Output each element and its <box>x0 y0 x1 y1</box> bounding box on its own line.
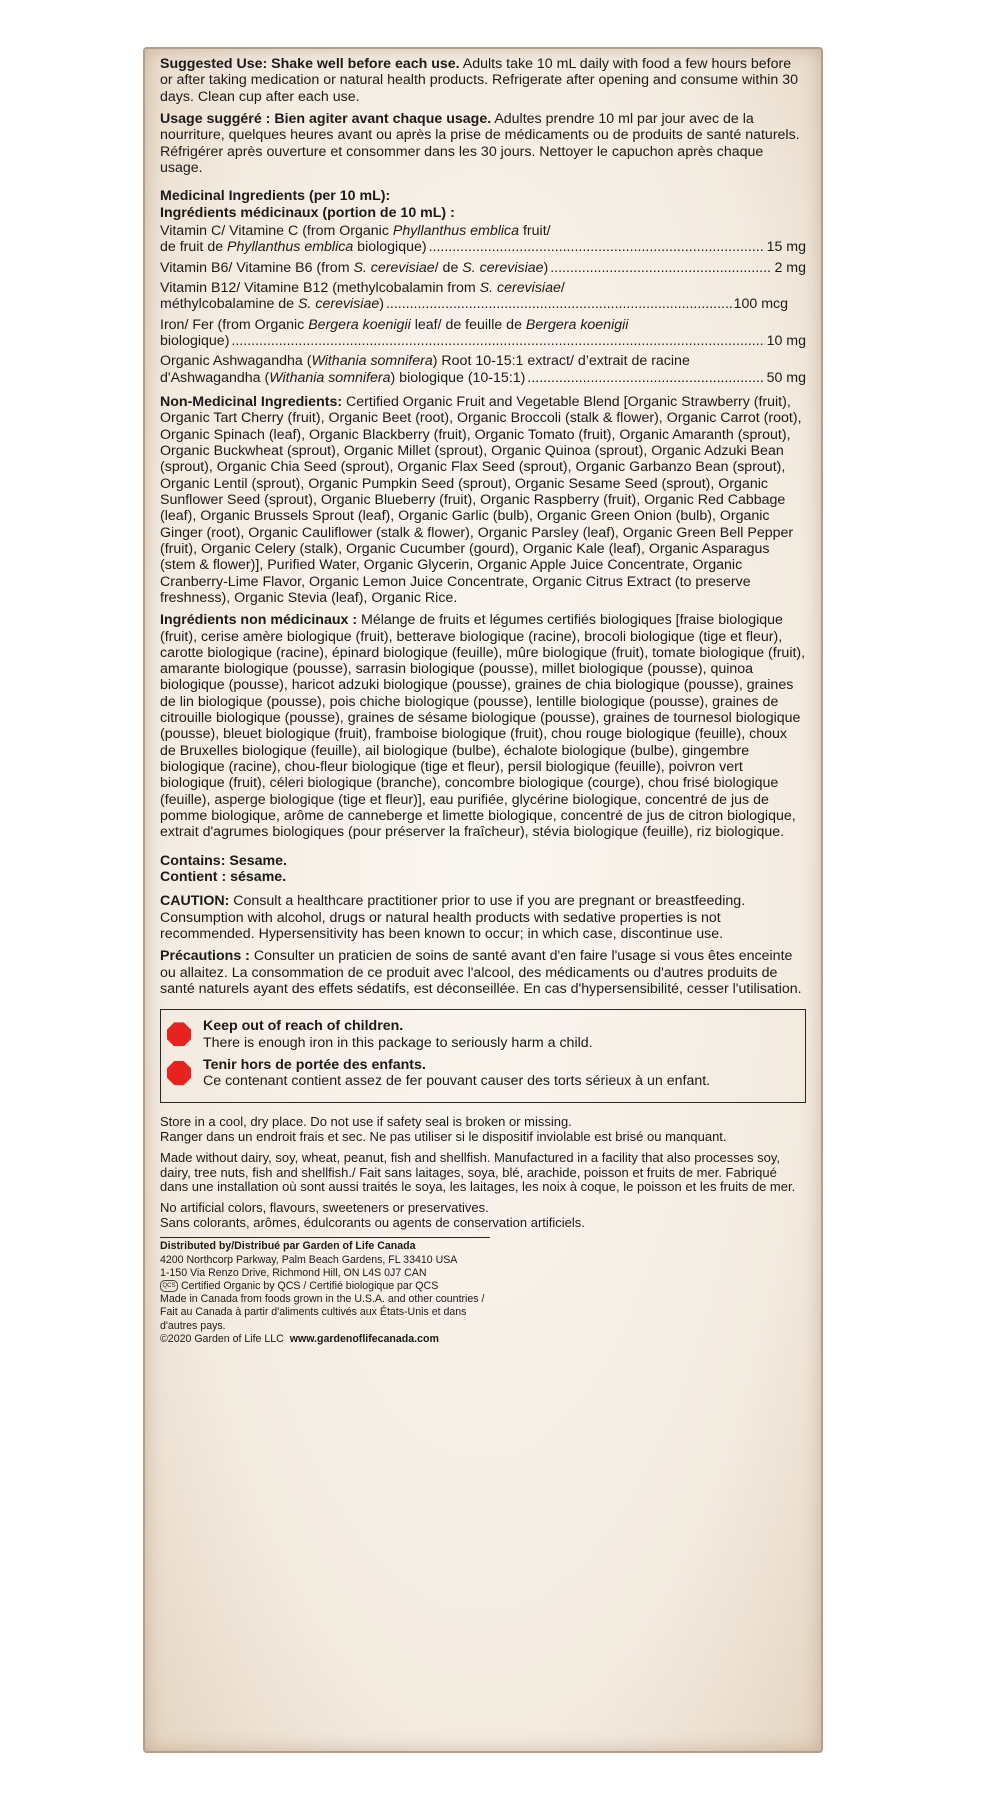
qcs-logo-icon: QCS <box>160 1280 178 1292</box>
storage-en: Store in a cool, dry place. Do not use if safety seal is broken or missing. <box>160 1113 572 1129</box>
amount-vitamin-b6: 2 mg <box>774 259 806 276</box>
suggested-use-title-fr: Usage suggéré : Bien agiter avant chaque usage. <box>160 110 492 127</box>
no-artificial-fr: Sans colorants, arômes, édulcorants ou agents de conservation artificiels. <box>160 1215 585 1231</box>
storage-fr: Ranger dans un endroit frais et sec. Ne pas utiliser si le dispositif inviolable est brisé ou manquant. <box>160 1128 727 1144</box>
caution-en: CAUTION: Consult a healthcare practitioner prior to use if you are pregnant or breastfeeding. Consumption with alcohol, drugs or natural health products with sedative properties is not recommended. Hypersensitivity has been known to occur; in which case, discontinue use. <box>160 893 746 943</box>
website-link[interactable]: www.gardenoflifecanada.com <box>289 1332 439 1345</box>
allergen-statement: Made without dairy, soy, wheat, peanut, fish and shellfish. Manufactured in a facility that also processes soy, dairy, tree nuts, fish and shellfish./ Fait sans laitages, soya, blé, arachide, poisson et fruits de mer. Fabriqué dans une installation où sont aussi traités le soya, les laitages, les noix à coque, le poisson et les fruits de mer. <box>160 1149 796 1195</box>
warning-text-en: There is enough iron in this package to seriously harm a child. <box>203 1034 593 1051</box>
suggested-use-en <box>160 56 806 105</box>
contains-fr: Contient : sésame. <box>160 869 287 886</box>
ingredient-vitamin-b6: Vitamin B6/ Vitamine B6 (from S. cerevisiae/ de S. cerevisiae) ..... 2 mg <box>160 260 806 276</box>
suggested-use-title-en: Suggested Use: Shake well before each use. <box>160 56 460 72</box>
no-artificial-en: No artificial colors, flavours, sweeteners or preservatives. <box>160 1200 489 1216</box>
amount-vitamin-b12: 100 mcg <box>733 296 788 313</box>
caution-fr: Précautions : Consulter un praticien de soins de santé avant d'en faire l'usage si vous êtes enceinte ou allaitez. La consommation de ce produit avec l'alcool, des médicaments ou d'autres produits de santé naturels ayant des effets sédatifs, est déconseillée. En cas d'hypersensibilité, cesser l'utilisation. <box>160 948 802 998</box>
stop-sign-icon <box>167 1061 191 1085</box>
address-usa: 4200 Northcorp Parkway, Palm Beach Gardens, FL 33410 USA <box>160 1253 458 1266</box>
warning-en <box>203 1018 797 1051</box>
amount-vitamin-c: 15 mg <box>766 239 806 256</box>
medicinal-title-fr: Ingrédients médicinaux (portion de 10 mL) : <box>160 204 455 221</box>
label-content <box>160 56 806 1346</box>
suggested-use-text-fr: Adultes prendre 10 ml par jour avec de la nourriture, quelques heures avant ou après la prise de médicaments ou de produits de santé naturels. Réfrigérer après ouverture et consommer dans les 30 jours. Nettoyer le capuchon après chaque usage. <box>160 110 800 176</box>
address-canada: 1-150 Via Renzo Drive, Richmond Hill, ON L4S 0J7 CAN <box>160 1266 427 1279</box>
child-warning-box <box>160 1009 806 1102</box>
warning-title-en: Keep out of reach of children. <box>203 1018 404 1035</box>
stop-sign-icon <box>167 1022 191 1046</box>
ingredient-iron: Iron/ Fer (from Organic Bergera koenigii leaf/ de feuille de Bergera koenigii biologique) ..... 10 mg <box>160 317 806 350</box>
made-in: Made in Canada from foods grown in the U.S.A. and other countries / Fait au Canada à partir d'aliments cultivés aux États-Unis et dans d'autres pays. <box>160 1293 485 1332</box>
certification: QCS Certified Organic by QCS / Certifié biologique par QCS <box>160 1280 806 1293</box>
copyright-line: ©2020 Garden of Life LLC www.gardenoflifecanada.com <box>160 1332 439 1345</box>
warning-fr <box>203 1057 797 1090</box>
suggested-use-fr <box>160 111 806 176</box>
warning-text-fr: Ce contenant contient assez de fer pouvant causer des torts sérieux à un enfant. <box>203 1073 711 1090</box>
amount-ashwagandha: 50 mg <box>766 369 806 386</box>
distributor-title: Distributed by/Distribué par Garden of Life Canada <box>160 1240 416 1253</box>
ingredient-vitamin-c: Vitamin C/ Vitamine C (from Organic Phyllanthus emblica fruit/ de fruit de Phyllanthus emblica biologique) ..... 15 mg <box>160 223 806 256</box>
ingredient-vitamin-b12: Vitamin B12/ Vitamine B12 (methylcobalamin from S. cerevisiae/ méthylcobalamine de S. cerevisiae) ..... 100 mcg <box>160 280 806 313</box>
suggested-use-text-en: Adults take 10 mL daily with food a few hours before or after taking medication or natural health products. Refrigerate after opening and consume within 30 days. Clean cup after each use. <box>160 56 799 105</box>
warning-title-fr: Tenir hors de portée des enfants. <box>203 1057 426 1074</box>
non-medicinal-fr: Ingrédients non médicinaux : Mélange de fruits et légumes certifiés biologiques [fraise biologique (fruit), cerise amère biologique (fruit), betterave biologique (racine), brocoli biologique (tige et fleur), carotte biologique (racine), épinard biologique (feuille), mûre biologique (fruit), tomate biologique (fruit), amarante biologique (pousse), sarrasin biologique (pousse), millet biologique (pousse), quinoa biologique (pousse), haricot adzuki biologique (pousse), graines de chia biologique (pousse), graines de lin biologique (pousse), pois chiche biologique (pousse), lentille biologique (pousse), graines de citrouille biologique (pousse), graines de sésame biologique (pousse), graines de tournesol biologique (pousse), bleuet biologique (fruit), framboise biologique (fruit), chou rouge biologique (feuille), choux de Bruxelles biologique (feuille), ail biologique (bulbe), échalote biologique (bulbe), gingembre biologique (racine), chou-fleur biologique (tige et fleur), persil biologique (feuille), poivron vert biologique (fruit), céleri biologique (branche), concombre biologique (courge), chou frisé biologique (feuille), asperge biologique (tige et fleur)], eau purifiée, glycérine biologique, concentré de jus de pomme biologique, arôme de canneberge et limette biologique, concentré de jus de citron biologique, extrait d'agrumes biologiques (pour préserver la fraîcheur), stévia biologique (feuille), riz biologique. <box>160 612 806 841</box>
amount-iron: 10 mg <box>766 332 806 349</box>
medicinal-title-en: Medicinal Ingredients (per 10 mL): <box>160 188 391 205</box>
non-medicinal-en: Non-Medicinal Ingredients: Certified Organic Fruit and Vegetable Blend [Organic Strawberry (fruit), Organic Tart Cherry (fruit), Organic Beet (root), Organic Broccoli (stalk & flower), Organic Carrot (root), Organic Spinach (leaf), Organic Blackberry (fruit), Organic Tomato (fruit), Organic Amaranth (sprout), Organic Buckwheat (sprout), Organic Millet (sprout), Organic Quinoa (sprout), Organic Adzuki Bean (sprout), Organic Chia Seed (sprout), Organic Flax Seed (sprout), Organic Garbanzo Bean (sprout), Organic Lentil (sprout), Organic Pumpkin Seed (sprout), Organic Sesame Seed (sprout), Organic Sunflower Seed (sprout), Organic Blueberry (fruit), Organic Raspberry (fruit), Organic Red Cabbage (leaf), Organic Brussels Sprout (leaf), Organic Garlic (bulb), Organic Green Onion (bulb), Organic Ginger (root), Organic Cauliflower (stalk & flower), Organic Parsley (leaf), Organic Green Bell Pepper (fruit), Organic Celery (stalk), Organic Cucumber (gourd), Organic Kale (leaf), Organic Asparagus (stem & flower)], Purified Water, Organic Glycerin, Organic Apple Juice Concentrate, Organic Cranberry-Lime Flavor, Organic Lemon Juice Concentrate, Organic Citrus Extract (to preserve freshness), Organic Stevia (leaf), Organic Rice. <box>160 393 802 606</box>
contains-en: Contains: Sesame. <box>160 852 287 869</box>
ingredient-ashwagandha: Organic Ashwagandha (Withania somnifera) Root 10-15:1 extract/ d’extrait de racine d'Ashwagandha (Withania somnifera) biologique (10-15:1) ..... 50 mg <box>160 353 806 386</box>
distributor-block <box>160 1237 806 1346</box>
divider <box>160 1237 490 1238</box>
